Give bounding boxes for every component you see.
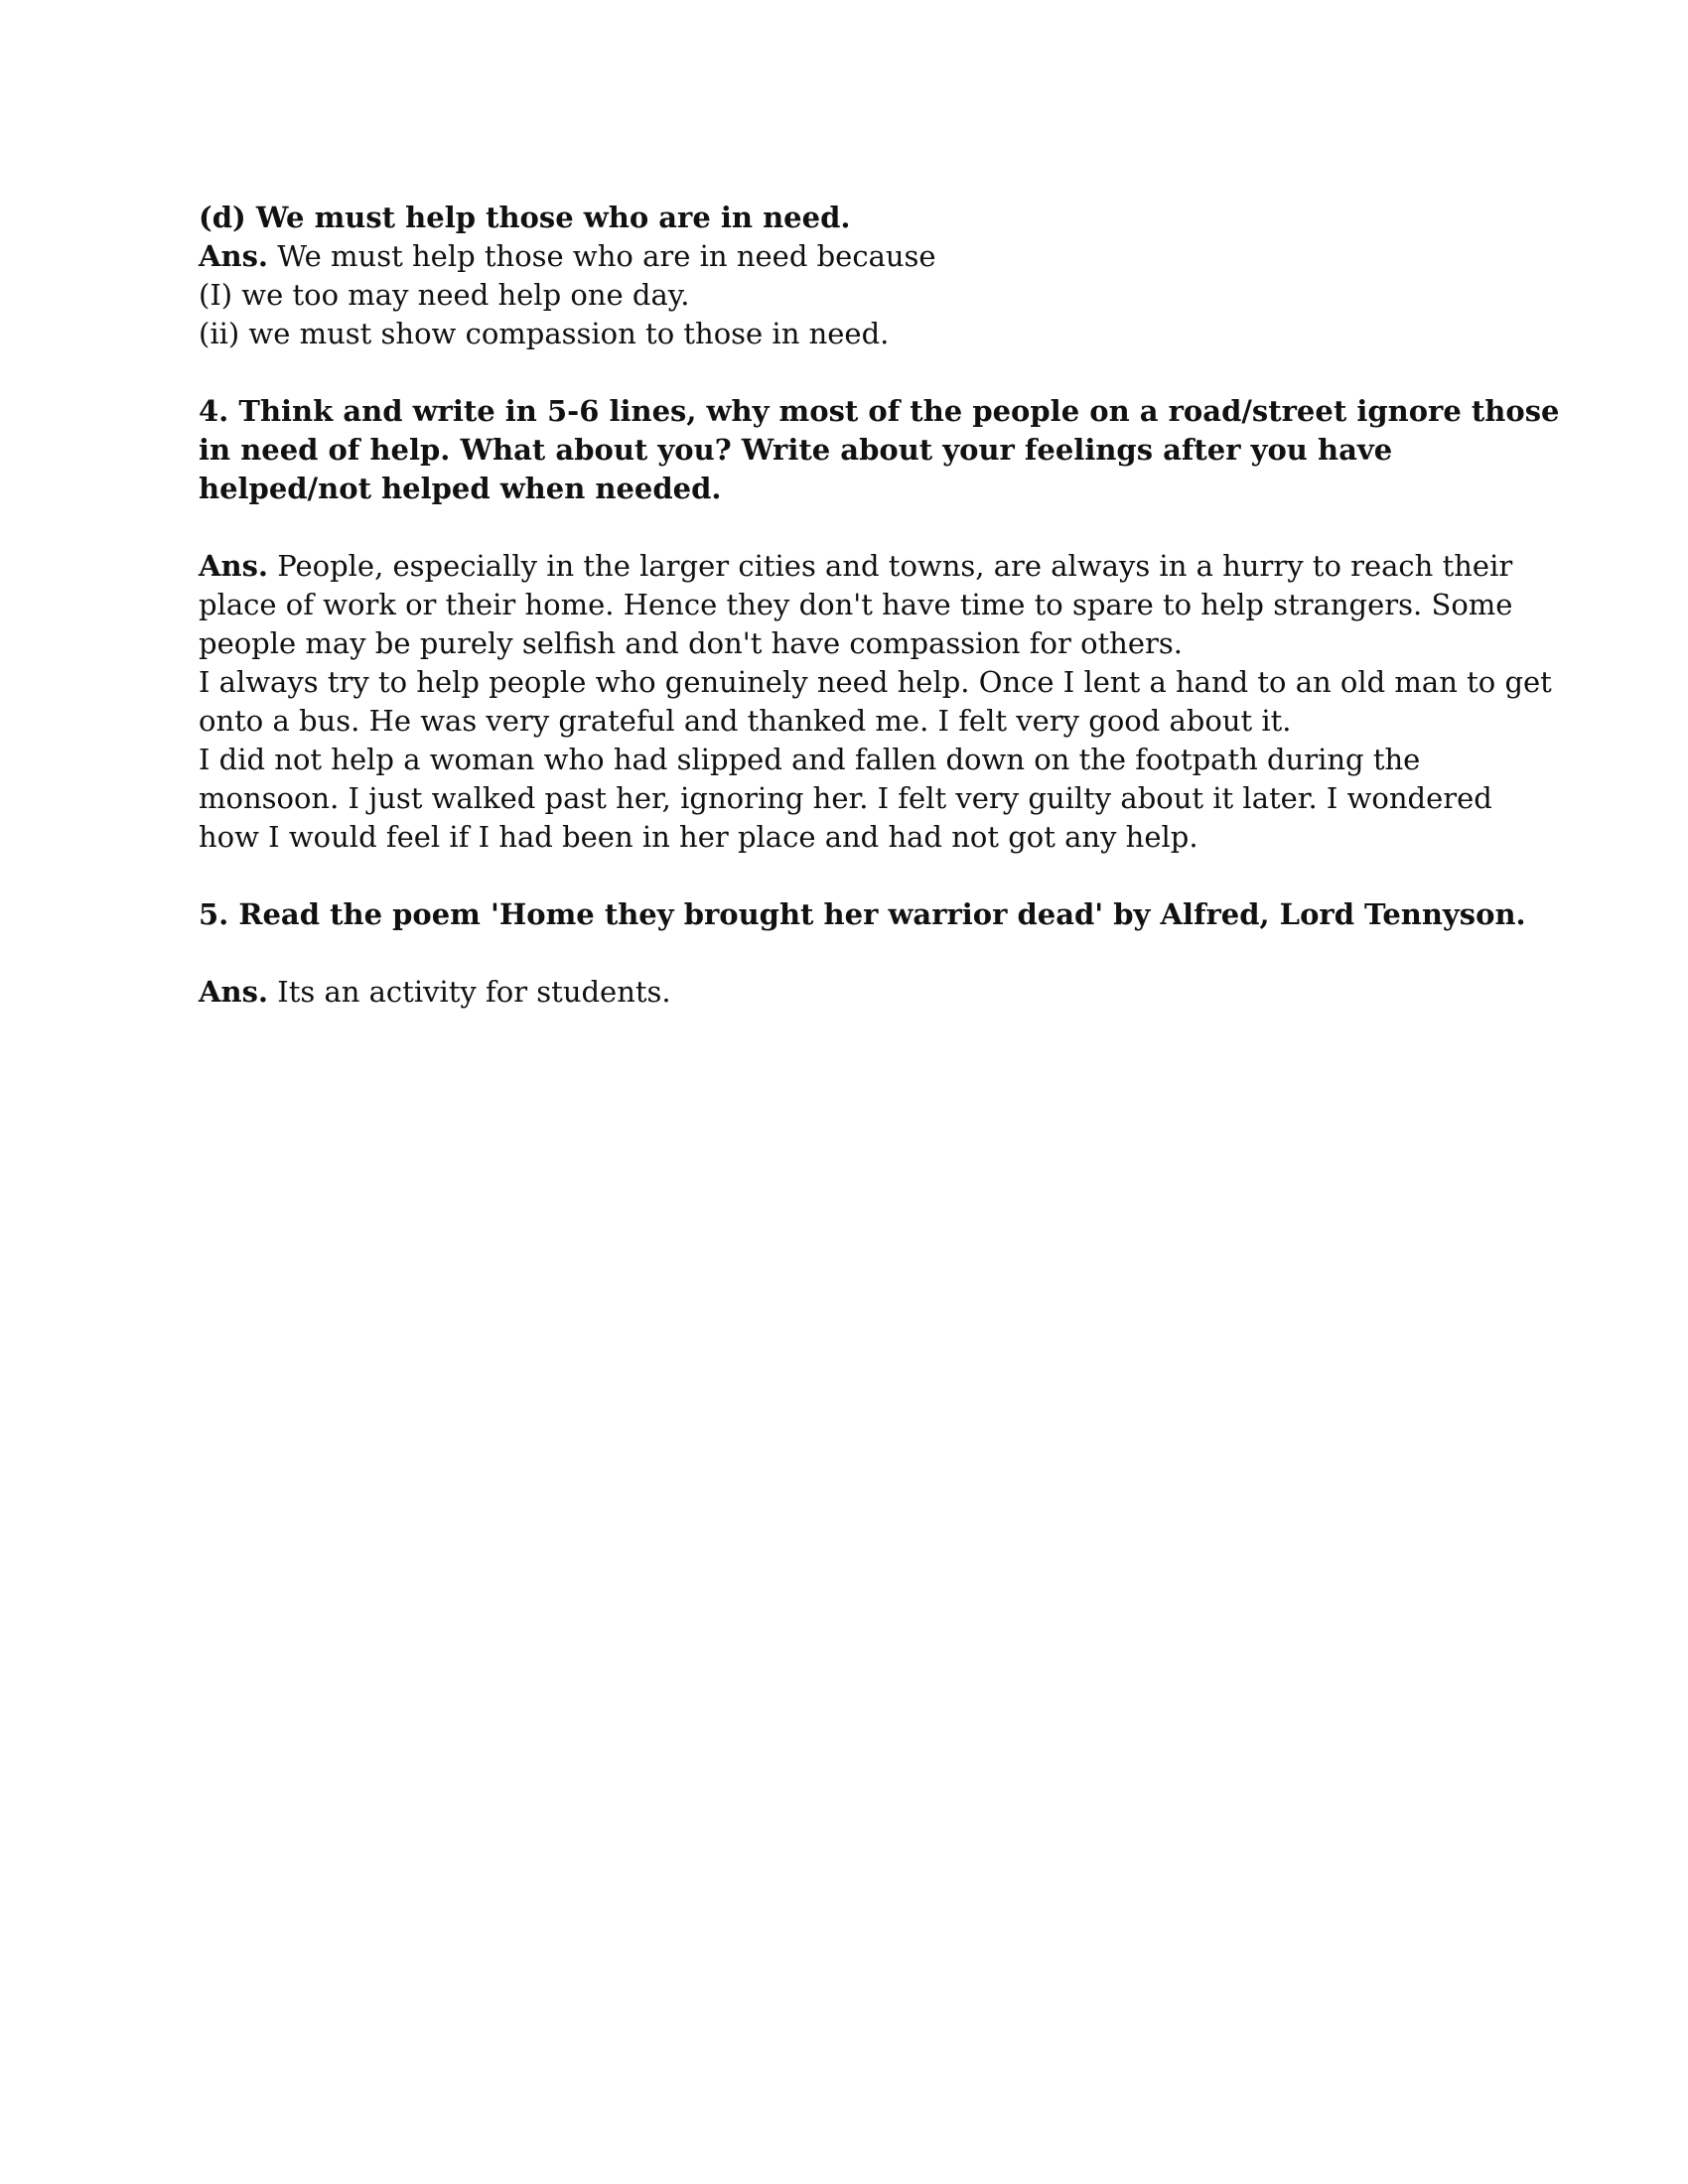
section-d [199,199,1489,353]
answer-5-block [199,973,1489,1012]
answer-label: Ans. [199,239,269,273]
answer-label: Ans. [199,975,269,1009]
answer-point: (I) we too may need help one day. [199,278,690,312]
question-5-block [199,895,1526,934]
answer-4-line: people may be purely selfish and don't have compassion for others. [199,626,1183,660]
answer-label: Ans. [199,549,269,583]
answer-text: People, especially in the larger cities and towns, are always in a hurry to reach their [268,549,1513,583]
answer-4-block [199,547,1552,857]
question-4-line: helped/not helped when needed. [199,472,722,505]
answer-point: (ii) we must show compassion to those in need. [199,317,890,350]
answer-4-line: how I would feel if I had been in her place and had not got any help. [199,820,1198,854]
question-4-block [199,392,1560,508]
answer-4-line: I did not help a woman who had slipped and fallen down on the footpath during the [199,743,1421,776]
question-4-line: 4. Think and write in 5-6 lines, why most of the people on a road/street ignore those [199,394,1560,428]
answer-text: Its an activity for students. [268,975,671,1009]
question-4-line: in need of help. What about you? Write about your feelings after you have [199,433,1393,467]
answer-text: We must help those who are in need because [268,239,936,273]
document-page [199,199,1560,1012]
answer-4-line: onto a bus. He was very grateful and thanked me. I felt very good about it. [199,704,1292,738]
answer-5 [199,973,1489,1012]
answer-4-line: monsoon. I just walked past her, ignoring her. I felt very guilty about it later. I wondered [199,781,1492,815]
answer-d [199,237,1489,276]
answer-4-line: place of work or their home. Hence they don't have time to spare to help strangers. Some [199,588,1513,621]
answer-4-line: I always try to help people who genuinely need help. Once I lent a hand to an old man to get [199,665,1552,699]
question-d: (d) We must help those who are in need. [199,201,851,234]
answer-4-line [199,547,1513,586]
question-5: 5. Read the poem 'Home they brought her warrior dead' by Alfred, Lord Tennyson. [199,897,1526,931]
